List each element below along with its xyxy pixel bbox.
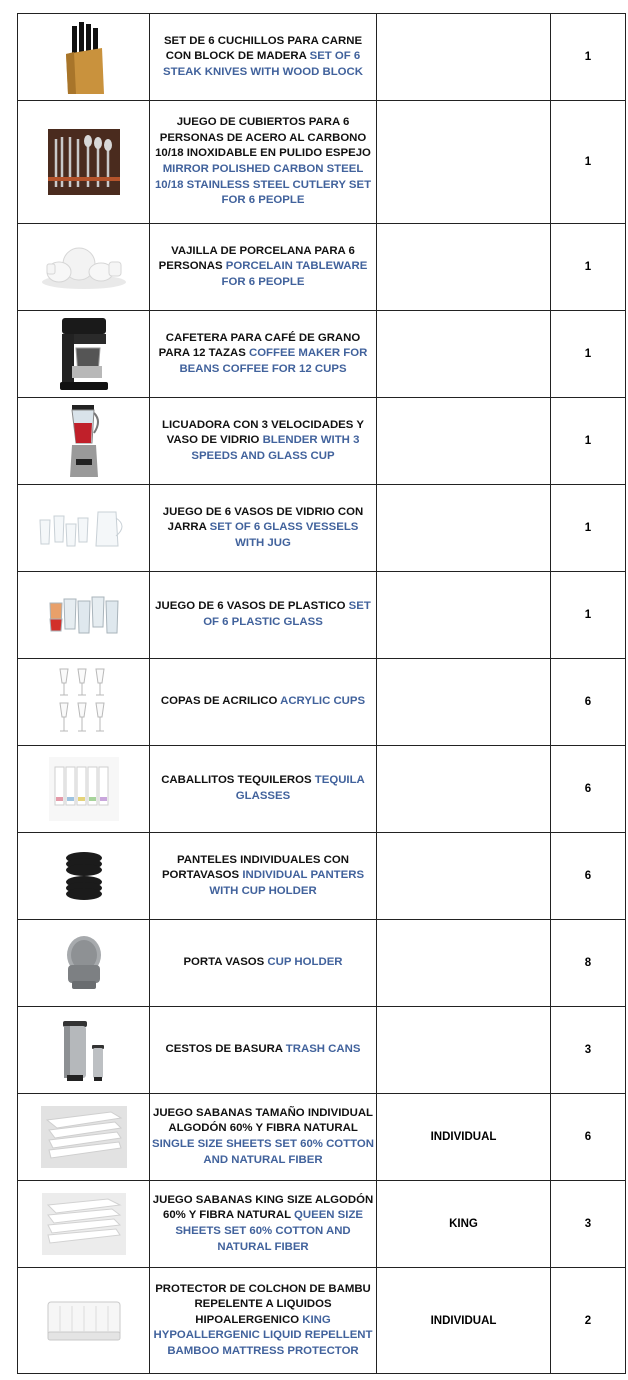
item-size [377,485,551,572]
item-size [377,1007,551,1094]
item-description-en: TRASH CANS [285,1043,361,1056]
item-quantity: 1 [551,14,626,101]
item-size [377,101,551,224]
item-description-en: SET OF 6 PLASTIC GLASS [203,600,371,628]
item-size [377,920,551,1007]
item-quantity: 6 [551,833,626,920]
trash-can-icon [59,1017,109,1083]
item-description-en: ACRYLIC CUPS [280,695,366,708]
table-row [18,920,626,1007]
table-row [18,101,626,224]
item-size [377,14,551,101]
table-row [18,1007,626,1094]
acrylic-cups-icon [54,667,114,737]
item-description-es: CABALLITOS TEQUILEROS [161,774,312,787]
table-row [18,1268,626,1374]
item-quantity: 1 [551,398,626,485]
item-description-es: PROTECTOR DE COLCHON DE BAMBU REPELENTE A LIQUIDOS HIPOALERGENICO [155,1282,371,1326]
item-description-es: SET DE 6 CUCHILLOS PARA CARNE CON BLOCK DE MADERA [163,34,363,63]
table-row [18,311,626,398]
item-description-en: TEQUILA GLASSES [235,774,365,802]
item-quantity: 1 [551,101,626,224]
item-quantity: 1 [551,485,626,572]
placemats-icon [61,850,107,902]
item-quantity: 6 [551,659,626,746]
item-description-en: MIRROR POLISHED CARBON STEEL 10/18 STAINLESS STEEL CUTLERY SET FOR 6 PEOPLE [154,163,372,207]
item-description-es: CAFETERA PARA CAFÉ DE GRANO PARA 12 TAZAS [158,331,361,360]
item-description-es: JUEGO DE 6 VASOS DE VIDRIO CON JARRA [162,505,364,534]
item-quantity: 2 [551,1268,626,1374]
table-row [18,572,626,659]
item-description-en: PORCELAIN TABLEWARE FOR 6 PEOPLE [221,260,368,288]
item-size: INDIVIDUAL [377,1268,551,1374]
table-row [18,746,626,833]
item-size [377,224,551,311]
item-description-en: INDIVIDUAL PANTERS WITH CUP HOLDER [209,869,365,897]
item-size [377,659,551,746]
table-row [18,485,626,572]
knife-block-icon [54,18,114,96]
item-size [377,398,551,485]
item-size [377,311,551,398]
item-description-en: CUP HOLDER [267,956,343,969]
table-row [18,1181,626,1268]
cutlery-set-icon [48,127,120,197]
item-description-en: SET OF 6 STEAK KNIVES WITH WOOD BLOCK [163,50,363,78]
coaster-holder-icon [60,933,108,993]
item-description-en: KING HYPOALLERGENIC LIQUID REPELLENT BAMBOO MATTRESS PROTECTOR [153,1313,373,1357]
item-description-es: JUEGO SABANAS KING SIZE ALGODÓN 60% Y FIBRA NATURAL [152,1193,374,1222]
item-description-en: SINGLE SIZE SHEETS SET 60% COTTON AND NATURAL FIBER [152,1138,374,1166]
item-description-es: LICUADORA CON 3 VELOCIDADES Y VASO DE VIDRIO [162,418,364,447]
mattress-protector-icon [46,1298,122,1344]
item-description-es: JUEGO SABANAS TAMAÑO INDIVIDUAL ALGODÓN 60% Y FIBRA NATURAL [152,1106,373,1135]
item-quantity: 1 [551,224,626,311]
item-description-en: QUEEN SIZE SHEETS SET 60% COTTON AND NATURAL FIBER [175,1209,364,1253]
coffee-maker-icon [54,316,114,392]
item-quantity: 1 [551,311,626,398]
tableware-icon [39,242,129,292]
item-description-en: SET OF 6 GLASS VESSELS WITH JUG [209,521,359,549]
inventory-table [17,13,626,1374]
folded-sheets-icon [41,1106,127,1168]
table-row [18,398,626,485]
item-description-en: BLENDER WITH 3 SPEEDS AND GLASS CUP [191,434,360,462]
item-quantity: 6 [551,746,626,833]
table-row [18,1094,626,1181]
folded-sheets-icon [42,1193,126,1255]
table-row [18,659,626,746]
item-description-es: VAJILLA DE PORCELANA PARA 6 PERSONAS [158,244,355,273]
item-quantity: 3 [551,1181,626,1268]
item-description-es: PORTA VASOS [183,956,265,969]
item-size: INDIVIDUAL [377,1094,551,1181]
item-quantity: 8 [551,920,626,1007]
item-quantity: 1 [551,572,626,659]
item-description-es: JUEGO DE 6 VASOS DE PLASTICO [155,600,346,613]
item-quantity: 6 [551,1094,626,1181]
table-row [18,14,626,101]
blender-icon [64,403,104,479]
plastic-glasses-icon [46,591,122,639]
item-description-es: COPAS DE ACRILICO [160,695,278,708]
item-description-es: PANTELES INDIVIDUALES CON PORTAVASOS [161,853,349,882]
item-size [377,572,551,659]
item-description-es: JUEGO DE CUBIERTOS PARA 6 PERSONAS DE ACERO AL CARBONO 10/18 INOXIDABLE EN PULIDO ESPEJO [155,116,371,160]
item-size [377,746,551,833]
item-description-en: COFFEE MAKER FOR BEANS COFFEE FOR 12 CUPS [179,347,368,375]
item-size [377,833,551,920]
item-description-es: CESTOS DE BASURA [165,1043,283,1056]
tequila-glasses-icon [49,757,119,821]
item-size: KING [377,1181,551,1268]
table-row [18,224,626,311]
item-quantity: 3 [551,1007,626,1094]
glass-jug-set-icon [36,506,132,550]
table-row [18,833,626,920]
